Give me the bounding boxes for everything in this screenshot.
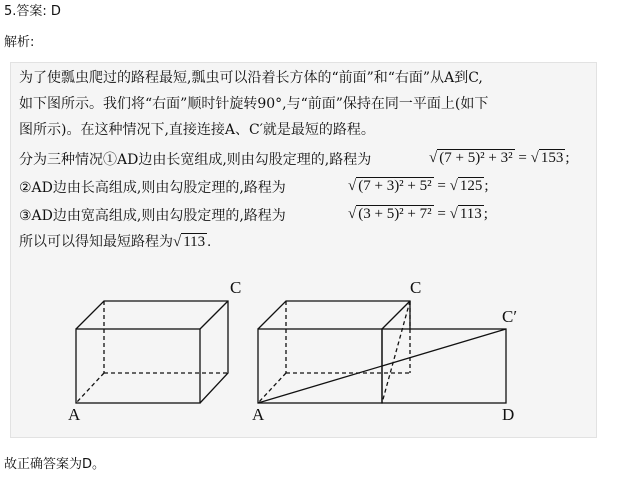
case-2-result: 125 <box>459 178 483 194</box>
case-2-text: ②AD边由长高组成,则由勾股定理的,路程为 <box>19 180 286 196</box>
conclusion-value: 113 <box>183 234 206 250</box>
case-2-expression: (7 + 3)² + 5² <box>358 178 432 194</box>
solution-paragraph-3: 图所示)。在这种情况下,直接连接A、C′就是最短的路程。 <box>19 122 375 138</box>
case-1-expression: (7 + 5)² + 3² <box>439 150 513 166</box>
left-label-a: A <box>68 405 81 420</box>
right-label-a: A <box>252 405 265 420</box>
left-cuboid-top-right-edge <box>200 301 228 329</box>
case-1-formula: √ (7 + 5)² + 3² = √ 153 ; <box>429 150 570 166</box>
left-cuboid-back-edges <box>76 301 228 403</box>
analysis-label: 解析: <box>4 35 35 50</box>
case-1-result: 153 <box>540 150 564 166</box>
right-cuboid-top-edges <box>258 301 410 329</box>
right-label-c: C <box>410 278 422 297</box>
left-cuboid-hidden-edges <box>76 301 228 403</box>
right-cuboid-front-face <box>258 329 382 403</box>
case-2-formula: √ (7 + 3)² + 5² = √ 125 ; <box>348 178 489 194</box>
left-cuboid-front-face <box>76 329 200 403</box>
case-3-text: ③AD边由宽高组成,则由勾股定理的,路程为 <box>19 208 286 224</box>
final-answer-line: 故正确答案为D。 <box>4 457 106 472</box>
right-cuboid <box>258 301 506 403</box>
case-3-formula: √ (3 + 5)² + 7² = √ 113 ; <box>348 206 488 222</box>
solution-paragraph-2: 如下图所示。我们将“右面”顺时针旋转90°,与“前面”保持在同一平面上(如下 <box>19 96 489 112</box>
conclusion-text: 所以可以得知最短路程为 <box>19 234 173 250</box>
solution-paragraph-1: 为了使瓢虫爬过的路程最短,瓢虫可以沿着长方体的“前面”和“右面”从A到C, <box>19 70 483 86</box>
case-3-expression: (3 + 5)² + 7² <box>358 206 432 222</box>
cuboid-figure <box>62 270 582 420</box>
case-1-text: 分为三种情况①AD边由长宽组成,则由勾股定理的,路程为 <box>19 152 372 168</box>
left-cuboid <box>76 301 228 403</box>
answer-line: 5.答案: D <box>4 4 61 19</box>
unfolded-right-face <box>382 329 506 403</box>
conclusion-line: 所以可以得知最短路程为√ 113 . <box>19 234 211 250</box>
right-cuboid-hidden-edges <box>258 301 410 403</box>
right-label-c-prime: C′ <box>502 307 518 326</box>
case-3-result: 113 <box>459 206 482 222</box>
left-label-c: C <box>230 278 242 297</box>
right-label-d: D <box>502 405 515 420</box>
